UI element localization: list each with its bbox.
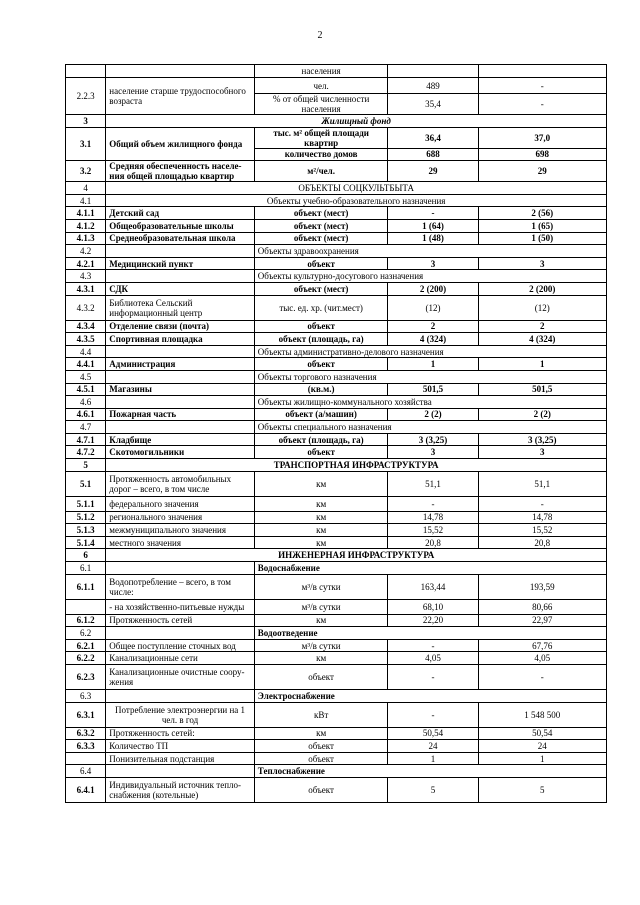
row-value-target: 2 (2) [478,408,606,421]
spacer-cell [106,627,255,640]
table-row [66,562,607,575]
table-row [66,78,607,94]
row-unit: км [254,614,388,627]
row-code: 4.3.2 [66,295,106,320]
section-code: 4.6 [66,396,106,409]
row-value-target: 698 [478,148,606,161]
table-row [66,524,607,537]
row-name: Медицинский пункт [106,257,255,270]
section-title: Водоотведение [254,627,606,640]
table-row [66,765,607,778]
row-name: Количество ТП [106,740,255,753]
table-row [66,370,607,383]
row-value-target: - [478,665,606,690]
row-code: 5.1.1 [66,496,106,511]
section-title: Объекты торгового назначения [254,370,606,383]
row-value-target: 2 [478,320,606,333]
row-name: Магазины [106,383,255,396]
row-value-target: - [478,78,606,94]
spacer-cell [106,270,255,283]
row-name: Понизительная подстанция [106,752,255,765]
table-row [66,194,607,207]
row-value-current: 4 (324) [388,333,478,346]
row-value-current: 688 [388,148,478,161]
row-value-current: 4,05 [388,652,478,665]
row-value-target: 1 (65) [478,219,606,232]
spacer-cell [106,396,255,409]
row-value-current: 489 [388,78,478,94]
name-cell [106,65,255,78]
value-cell [388,65,478,78]
row-value-target: 67,76 [478,639,606,652]
row-value-current: 14,78 [388,511,478,524]
table-row [66,127,607,148]
table-row [66,459,607,472]
row-value-target: 51,1 [478,471,606,496]
table-row [66,421,607,434]
section-code: 4.3 [66,270,106,283]
row-value-target: 29 [478,161,606,182]
table-row [66,433,607,446]
row-unit: м³/в сутки [254,599,388,614]
section-title: Объекты культурно-досугового назначения [254,270,606,283]
row-code: 4.3.5 [66,333,106,346]
row-name: Общий объем жилищного фонда [106,127,255,161]
row-unit: м²/чел. [254,161,388,182]
table-row [66,536,607,549]
row-unit: объект (мест) [254,219,388,232]
row-value-target: (12) [478,295,606,320]
row-code: 5.1.2 [66,511,106,524]
row-name: Канализационные сети [106,652,255,665]
section-code: 6.4 [66,765,106,778]
table-row [66,496,607,511]
table-row [66,270,607,283]
row-value-target: - [478,94,606,115]
unit-cell: населения [254,65,388,78]
row-value-target: 501,5 [478,383,606,396]
row-unit: количество домов [254,148,388,161]
row-code: 2.2.3 [66,78,106,115]
row-value-current: (12) [388,295,478,320]
row-value-current: 2 (2) [388,408,478,421]
row-code: 6.3.3 [66,740,106,753]
table-row [66,295,607,320]
row-value-current: 1 [388,358,478,371]
row-name: Скотомогильники [106,446,255,459]
row-value-current: 2 (200) [388,282,478,295]
row-name: Библиотека Сельский информационный центр [106,295,255,320]
table-row [66,511,607,524]
row-name: Кладбище [106,433,255,446]
table-row [66,599,607,614]
table-row [66,358,607,371]
table-row [66,665,607,690]
row-code: 6.3.2 [66,727,106,740]
row-value-target: 22,97 [478,614,606,627]
row-value-target: 1 (50) [478,232,606,245]
spacer-cell [106,765,255,778]
section-title: Объекты специального назначения [254,421,606,434]
section-title: ИНЖЕНЕРНАЯ ИНФРАСТРУКТУРА [106,549,607,562]
table-row [66,446,607,459]
section-code: 5 [66,459,106,472]
row-unit: км [254,471,388,496]
row-unit: км [254,511,388,524]
row-name: Отделение связи (почта) [106,320,255,333]
section-title: Водоснабжение [254,562,606,575]
row-code: 4.7.1 [66,433,106,446]
row-name: Среднеобразовательная школа [106,232,255,245]
row-name: Общеобразовательные школы [106,219,255,232]
row-unit: км [254,536,388,549]
row-name: Протяженность сетей: [106,727,255,740]
indicators-table [65,64,607,803]
row-code: 4.6.1 [66,408,106,421]
row-code: 3.2 [66,161,106,182]
table-row [66,740,607,753]
table-row [66,383,607,396]
section-code: 6 [66,549,106,562]
row-value-current: 29 [388,161,478,182]
row-name: Водопотребление – всего, в том числе: [106,574,255,599]
page-number: 2 [317,30,323,41]
row-name: Протяженность автомобильных дорог – всего, в том числе [106,471,255,496]
row-unit: объект (площадь, га) [254,333,388,346]
section-code: 4 [66,182,106,195]
row-unit: объект [254,752,388,765]
section-title: Объекты учебно-образовательного назначения [106,194,607,207]
row-unit: чел. [254,78,388,94]
row-name: Спортивная площадка [106,333,255,346]
row-unit: км [254,496,388,511]
row-value-target: 4,05 [478,652,606,665]
row-value-target: 24 [478,740,606,753]
row-name: межмуниципального значения [106,524,255,537]
row-value-target: 2 (56) [478,207,606,220]
row-value-current: 50,54 [388,727,478,740]
row-value-target: 80,66 [478,599,606,614]
row-value-current: 5 [388,777,478,802]
row-value-current: 1 (48) [388,232,478,245]
table-row [66,282,607,295]
row-unit: км [254,524,388,537]
table-row [66,207,607,220]
row-unit: объект [254,446,388,459]
row-value-target: 3 [478,257,606,270]
table-row [66,471,607,496]
row-value-target: 1 [478,752,606,765]
row-code: 6.1.1 [66,574,106,599]
spacer-cell [106,245,255,258]
row-value-current: 163,44 [388,574,478,599]
row-unit: м³/в сутки [254,574,388,599]
table-row [66,115,607,128]
row-name: Индивидуальный источник тепло-снабжения (котельные) [106,777,255,802]
row-value-current: - [388,665,478,690]
row-name: федерального значения [106,496,255,511]
table-row [66,320,607,333]
row-unit: тыс. м² общей площади квартир [254,127,388,148]
row-code: 6.3.1 [66,702,106,727]
row-value-current: 36,4 [388,127,478,148]
spacer-cell [106,345,255,358]
row-value-current: - [388,207,478,220]
row-unit: объект [254,320,388,333]
section-code: 6.2 [66,627,106,640]
table-row [66,727,607,740]
row-value-current: 3 [388,446,478,459]
row-code: 4.4.1 [66,358,106,371]
row-unit: км [254,652,388,665]
table-row [66,574,607,599]
row-value-current: 20,8 [388,536,478,549]
spacer-cell [106,421,255,434]
row-value-current: 3 [388,257,478,270]
code-cell [66,65,106,78]
row-unit: объект (мест) [254,207,388,220]
table-row [66,690,607,703]
row-code: 4.3.1 [66,282,106,295]
row-code: 6.4.1 [66,777,106,802]
row-value-target: 3 (3,25) [478,433,606,446]
row-name: местного значения [106,536,255,549]
section-title: Жилищный фонд [106,115,607,128]
section-code: 4.5 [66,370,106,383]
section-title: ОБЪЕКТЫ СОЦКУЛЬТБЫТА [106,182,607,195]
table-row [66,257,607,270]
row-value-target: 1 548 500 [478,702,606,727]
row-code: 3.1 [66,127,106,161]
row-code: 4.2.1 [66,257,106,270]
row-value-target: 14,78 [478,511,606,524]
row-unit: % от общей численности населения [254,94,388,115]
row-unit: объект (площадь, га) [254,433,388,446]
section-code: 4.7 [66,421,106,434]
row-code: 5.1.4 [66,536,106,549]
row-name: Протяженность сетей [106,614,255,627]
section-code: 4.1 [66,194,106,207]
row-value-current: 35,4 [388,94,478,115]
row-value-current: 15,52 [388,524,478,537]
section-code: 4.4 [66,345,106,358]
section-title: Объекты жилищно-коммунального хозяйства [254,396,606,409]
row-name: регионального значения [106,511,255,524]
table-row [66,614,607,627]
row-unit: объект (мест) [254,232,388,245]
spacer-cell [106,690,255,703]
row-name: Средняя обеспеченность населе-ния общей площадью квартир [106,161,255,182]
table-row [66,182,607,195]
row-unit: (кв.м.) [254,383,388,396]
row-value-target: 37,0 [478,127,606,148]
row-value-current: 68,10 [388,599,478,614]
table-row [66,408,607,421]
row-value-target: 1 [478,358,606,371]
row-name: Пожарная часть [106,408,255,421]
row-code: 5.1 [66,471,106,496]
row-value-current: 3 (3,25) [388,433,478,446]
row-code: 4.5.1 [66,383,106,396]
table-row [66,639,607,652]
table-row [66,652,607,665]
row-unit: тыс. ед. хр. (чит.мест) [254,295,388,320]
row-code: 6.2.3 [66,665,106,690]
row-value-target: 5 [478,777,606,802]
row-value-target: 50,54 [478,727,606,740]
row-code: 6.2.1 [66,639,106,652]
table-row [66,396,607,409]
row-unit: объект (мест) [254,282,388,295]
section-title: ТРАНСПОРТНАЯ ИНФРАСТРУКТУРА [106,459,607,472]
row-value-current: - [388,496,478,511]
row-unit: кВт [254,702,388,727]
table-row [66,549,607,562]
row-code: 6.2.2 [66,652,106,665]
row-name: Канализационные очистные соору-жения [106,665,255,690]
row-name: - на хозяйственно-питьевые нужды [106,599,255,614]
table-row [66,219,607,232]
row-code: 6.1.2 [66,614,106,627]
row-unit: объект [254,740,388,753]
row-name: Общее поступление сточных вод [106,639,255,652]
spacer-cell [106,370,255,383]
row-unit: объект [254,665,388,690]
table-row [66,702,607,727]
row-unit: объект [254,358,388,371]
row-code [66,599,106,614]
row-unit: объект [254,777,388,802]
section-title: Объекты административно-делового назначения [254,345,606,358]
section-code: 6.1 [66,562,106,575]
row-value-target: 3 [478,446,606,459]
row-value-current: 2 [388,320,478,333]
row-unit: км [254,727,388,740]
row-value-current: 501,5 [388,383,478,396]
row-value-target: - [478,496,606,511]
row-unit: м³/в сутки [254,639,388,652]
row-code: 5.1.3 [66,524,106,537]
section-title: Теплоснабжение [254,765,606,778]
row-value-current: - [388,639,478,652]
row-value-current: 1 [388,752,478,765]
row-value-current: 24 [388,740,478,753]
row-value-current: 22,20 [388,614,478,627]
row-name: население старше трудоспособного возраста [106,78,255,115]
section-title: Электроснабжение [254,690,606,703]
row-name: Детский сад [106,207,255,220]
row-value-current: - [388,702,478,727]
row-code: 4.1.1 [66,207,106,220]
table-row [66,777,607,802]
row-code: 4.1.3 [66,232,106,245]
section-title: Объекты здравоохранения [254,245,606,258]
row-code [66,752,106,765]
section-code: 3 [66,115,106,128]
section-code: 6.3 [66,690,106,703]
row-name: СДК [106,282,255,295]
row-value-target: 193,59 [478,574,606,599]
row-value-current: 51,1 [388,471,478,496]
spacer-cell [106,562,255,575]
row-value-target: 2 (200) [478,282,606,295]
table-row [66,627,607,640]
table-row [66,232,607,245]
value-cell [478,65,606,78]
table-row [66,345,607,358]
table-row [66,65,607,78]
row-code: 4.7.2 [66,446,106,459]
table-row [66,245,607,258]
row-code: 4.3.4 [66,320,106,333]
row-name: Потребление электроэнергии на 1 чел. в год [106,702,255,727]
section-code: 4.2 [66,245,106,258]
table-row [66,161,607,182]
row-unit: объект [254,257,388,270]
table-row [66,333,607,346]
row-value-current: 1 (64) [388,219,478,232]
row-value-target: 15,52 [478,524,606,537]
row-name: Администрация [106,358,255,371]
row-value-target: 20,8 [478,536,606,549]
table-row [66,752,607,765]
row-code: 4.1.2 [66,219,106,232]
row-unit: объект (а/машин) [254,408,388,421]
row-value-target: 4 (324) [478,333,606,346]
